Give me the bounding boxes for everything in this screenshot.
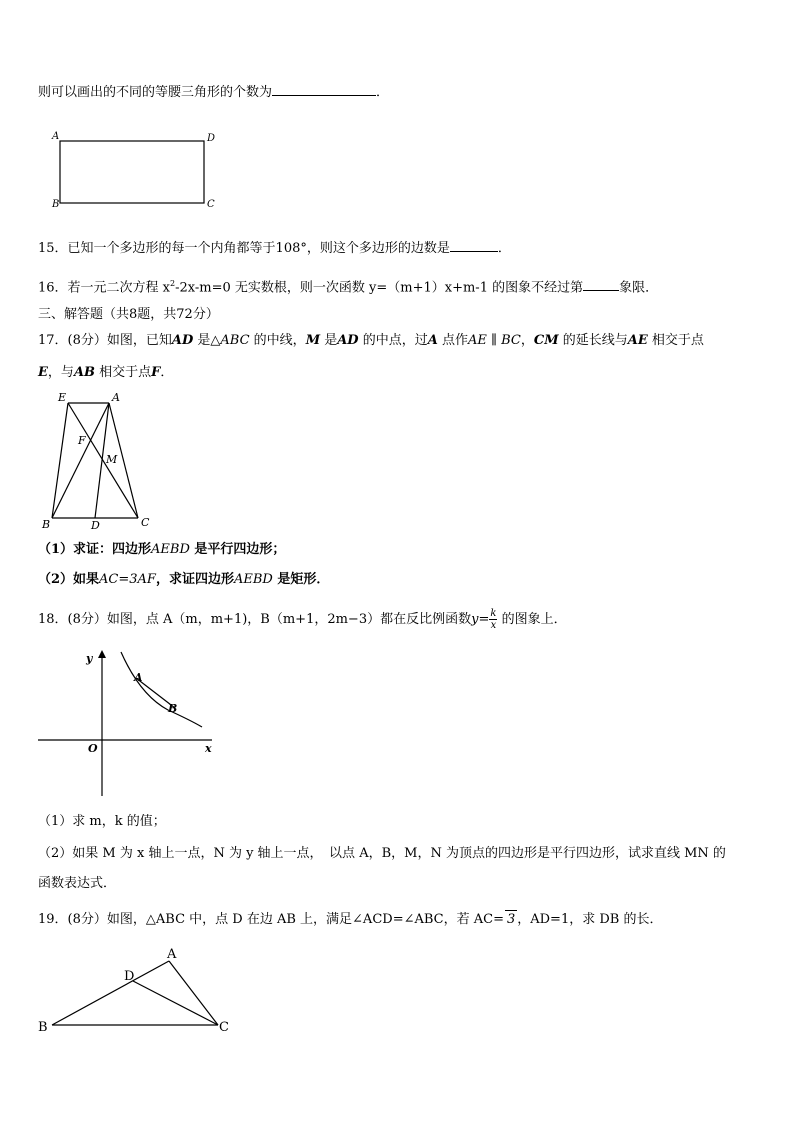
rect-label-a: A: [52, 131, 60, 142]
segment-ac: [169, 961, 218, 1025]
q17-label-c: C: [141, 516, 150, 529]
rect-label-d: D: [207, 133, 216, 144]
fraction-k-over-x: $\frac{k}{x}$: [490, 608, 497, 631]
q18-label-y: y: [86, 652, 93, 665]
q18-label-a: A: [134, 671, 143, 684]
q17-part-2: （2）如果AC=3AF，求证四边形AEBD 是矩形．: [38, 572, 330, 587]
segment-dc: [133, 981, 218, 1025]
q18-line-1: 18．(8分）如图，点 A（m，m+1)，B（m+1，2m−3）都在反比例函数y= $\frac{k}{x}$ 的图象上．: [38, 608, 567, 631]
q17-label-a: A: [112, 391, 120, 404]
q17-label-f: F: [78, 434, 86, 447]
q17-label-d: D: [91, 519, 100, 532]
q17-line-1: 17．(8分）如图，已知AD 是△ABC 的中线，M 是AD 的中点，过A 点作AE ∥ BC，CM 的延长线与AE 相交于点: [38, 333, 704, 348]
q15-line: 15．已知一个多边形的每一个内角都等于108°，则这个多边形的边数是 ．: [38, 238, 511, 258]
q19-label-b: B: [38, 1020, 48, 1035]
q19-label-a: A: [167, 947, 177, 962]
q14-text: 则可以画出的不同的等腰三角形的个数为: [38, 85, 273, 100]
q19-label-c: C: [219, 1020, 229, 1035]
q17-part-1: （1）求证：四边形AEBD 是平行四边形；: [38, 542, 286, 557]
sqrt-3: 3: [506, 912, 516, 927]
q18-part-2-cont: 函数表达式．: [38, 876, 117, 891]
q18-part-2: （2）如果 M 为 x 轴上一点，N 为 y 轴上一点， 以点 A，B，M，N 为顶点的四边形是平行四边形，试求直线 MN 的: [38, 846, 726, 861]
q14-line: 则可以画出的不同的等腰三角形的个数为 ．: [38, 82, 389, 102]
rect-label-c: C: [207, 199, 215, 210]
q18-part-1: （1）求 m，k 的值；: [38, 814, 166, 829]
q17-label-b: B: [42, 518, 51, 531]
q16-line: 16．若一元二次方程 $x^2-2x-m=0$ 无实数根，则一次函数 y=（m+1）x+m-1 的图象不经过第 象限．: [38, 279, 659, 296]
q15-text: 15．已知一个多边形的每一个内角都等于108°，则这个多边形的边数是: [38, 241, 450, 256]
q18-label-o: O: [88, 742, 98, 755]
q17-label-m: M: [106, 453, 118, 466]
section-3-heading: 三、解答题（共8题，共72分）: [38, 307, 219, 322]
q19-label-d: D: [124, 969, 135, 984]
q19-line: 19．(8分）如图，△ABC 中，点 D 在边 AB 上，满足∠ACD=∠ABC，若 AC= 3 ，AD=1，求 DB 的长．: [38, 912, 663, 927]
q17-label-e: E: [58, 391, 67, 404]
q17-line-2: E，与AB 相交于点F．: [38, 365, 174, 380]
rect-label-b: B: [52, 199, 60, 210]
q18-label-x: x: [205, 742, 212, 755]
segment-ba: [52, 961, 169, 1025]
q18-label-b: B: [168, 702, 178, 715]
